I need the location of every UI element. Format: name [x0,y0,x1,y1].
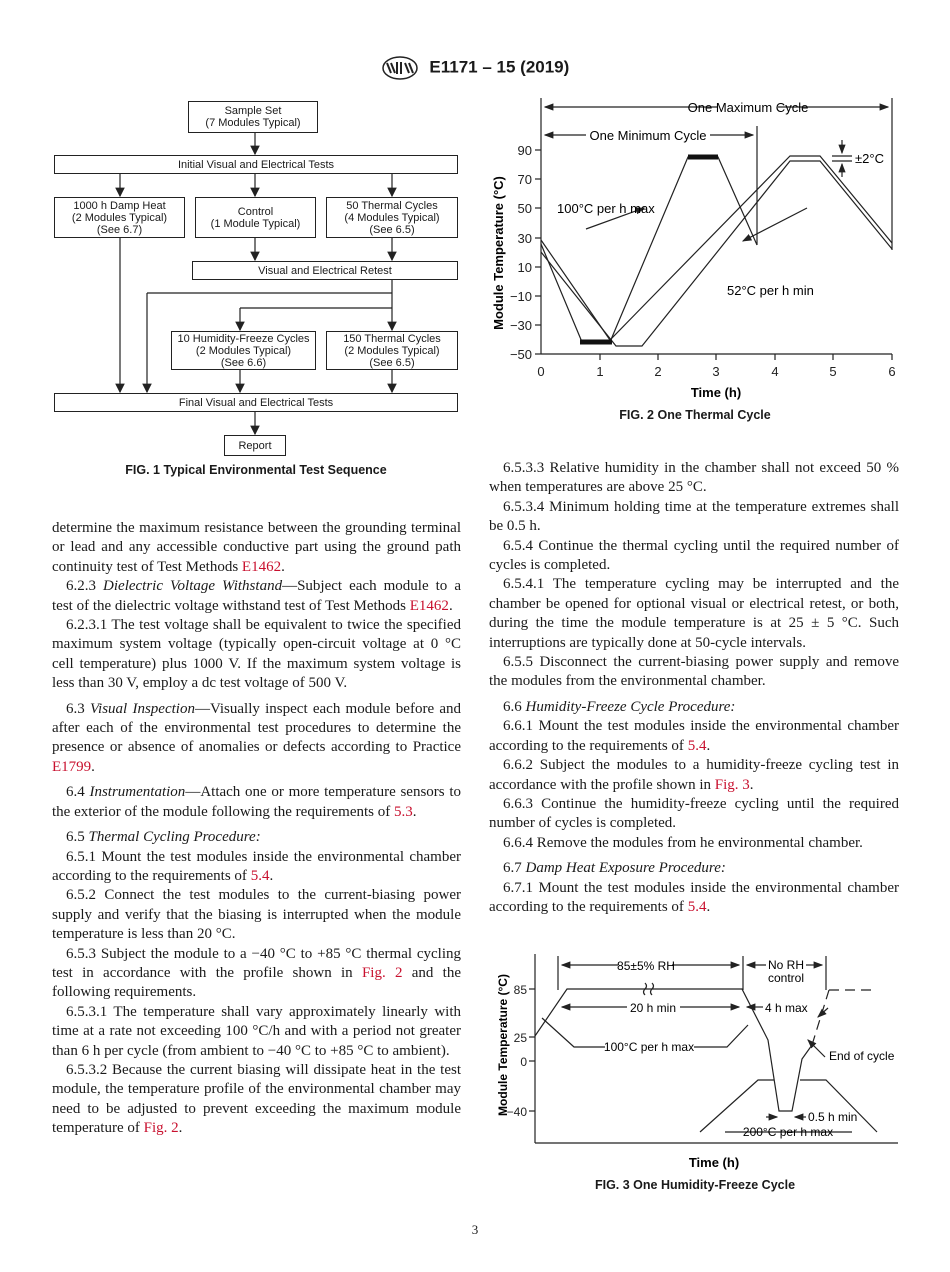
fig2-ytick: 10 [517,260,532,275]
paragraph: 6.5.1 Mount the test modules inside the environmental chamber according to the requirements of 5.4. [52,848,461,884]
fig2-caption: FIG. 2 One Thermal Cycle [619,408,771,422]
fig2-ytick: 90 [517,143,532,158]
paragraph: 6.5.3.4 Minimum holding time at the temperature extremes shall be 0.5 h. [489,498,899,535]
rate200-label: 200°C per h max [742,1125,834,1139]
rate100-label: 100°C per h max [603,1040,695,1054]
fig3-ytick: −40 [506,1105,527,1119]
ref-link[interactable]: 5.4 [250,867,270,884]
fig3-caption: FIG. 3 One Humidity-Freeze Cycle [594,1178,796,1192]
section-heading: 6.6 Humidity-Freeze Cycle Procedure: [503,698,736,715]
fig3-xlabel: Time (h) [688,1155,740,1170]
report-box: Report [224,435,286,456]
slow-rate-label: 52°C per h min [727,283,814,298]
fig2-ytick: 30 [517,231,532,246]
paragraph: 6.6.2 Subject the modules to a humidity-freeze cycling test in accordance with the profile shown in Fig. 3. [489,757,899,793]
max-cycle-label: One Maximum Cycle [687,100,809,115]
fig2-xtick: 0 [537,364,545,379]
paragraph: 6.2.3 Dielectric Voltage Withstand—Subject each module to a test of the dielectric voltage withstand test of Test Methods E1462. [52,578,461,614]
ref-link[interactable]: E1462 [241,558,282,575]
no-rh-label: control [767,971,805,985]
fast-rate-label: 100°C per h max [557,201,655,216]
ref-link[interactable]: E1799 [52,758,92,775]
fig2-ylabel: Module Temperature (°C) [491,176,506,330]
ref-link[interactable]: Fig. 2 [361,964,403,981]
fig1-caption: FIG. 1 Typical Environmental Test Sequence [125,463,387,477]
fig2-ytick: −30 [509,318,532,333]
ref-link[interactable]: Fig. 2 [143,1120,179,1137]
final-tests-box: Final Visual and Electrical Tests [54,393,458,412]
fig2-xtick: 3 [712,364,720,379]
fig2-xtick: 6 [888,364,896,379]
damp-heat-box: 1000 h Damp Heat (2 Modules Typical) (See 6.7) [54,197,185,238]
fig2-chart [486,92,916,400]
fig3-ylabel: Module Temperature (°C) [496,974,510,1116]
fig2-yticks [535,150,892,360]
tolerance-label: ±2°C [855,151,884,166]
standard-designation: E1171 – 15 (2019) [429,57,570,77]
min20-label: 20 h min [629,1001,677,1015]
paragraph: 6.5.4 Continue the thermal cycling until the required number of cycles is completed. [489,537,899,574]
fig2-ytick: −10 [509,289,532,304]
fig2-ytick: 70 [517,172,532,187]
paragraph: 6.5.2 Connect the test modules to the current-biasing power supply and verify that the biasing is interrupted when the module temperature is less than 20 °C. [52,887,461,943]
paragraph: 6.6.3 Continue the humidity-freeze cycling until the required number of cycles is completed. [489,795,899,832]
fig2-ytick: 50 [517,201,532,216]
no-rh-label: No RH [767,958,805,972]
paragraph: determine the maximum resistance between the grounding terminal or lead and any accessible conductive part using the ground path continuity test of Test Methods E1462. [52,520,461,575]
fig2-xtick: 2 [654,364,662,379]
fig2-xtick: 4 [771,364,779,379]
fig2-ytick: −50 [509,347,532,362]
paragraph: 6.5.3 Subject the module to a −40 °C to +85 °C thermal cycling test in accordance with the profile shown in Fig. 2 and the following requirements. [52,945,461,1001]
fig3-ytick: 85 [513,983,527,997]
paragraph: 6.4 Instrumentation—Attach one or more temperature sensors to the exterior of the module following the requirements of 5.3. [52,784,461,820]
left-column [52,519,461,1139]
h4max-label: 4 h max [765,1001,808,1015]
section-heading: 6.7 Damp Heat Exposure Procedure: [503,860,726,877]
thermal-50-box: 50 Thermal Cycles (4 Modules Typical) (See 6.5) [326,197,458,238]
sample-set-box: Sample Set (7 Modules Typical) [188,101,318,133]
paragraph: 6.5.3.1 The temperature shall vary approximately linearly with time at a rate not exceeding 100 °C/h and with a period not greater than 6 h per cycle (from ambient to −40 °C to +85 °C to ambient). [52,1003,461,1059]
paragraph: 6.5.3.3 Relative humidity in the chamber shall not exceed 50 % when temperatures are above 25 °C. [489,460,899,496]
page-number: 3 [471,1222,479,1237]
fig3-chart [486,950,916,1175]
ref-link[interactable]: 5.4 [687,898,707,915]
ref-link[interactable]: E1462 [409,597,449,614]
fig2-xtick: 1 [596,364,604,379]
fig2-xlabel: Time (h) [690,385,742,400]
paragraph: 6.7.1 Mount the test modules inside the environmental chamber according to the requirements of 5.4. [489,879,899,915]
min-cycle-label: One Minimum Cycle [589,128,707,143]
paragraph: 6.5.3.2 Because the current biasing will dissipate heat in the test module, the temperature profile of the environmental chamber may need to be adjusted to prevent exceeding the maximum module temperature of Fig. 2. [52,1061,461,1137]
retest-box: Visual and Electrical Retest [192,261,458,280]
ref-link[interactable]: 5.4 [687,737,707,754]
control-box: Control (1 Module Typical) [195,197,316,238]
fig3-ytick: 25 [513,1031,527,1045]
fig3-ytick: 0 [520,1055,527,1069]
rh-label: 85±5% RH [617,959,675,973]
right-column [489,459,899,917]
end-cycle-label: End of cycle [829,1049,895,1063]
paragraph: 6.3 Visual Inspection—Visually inspect each module before and after each of the environmental test procedures to determine the presence or absence of anomalies or defects according to Practice E1799. [52,700,461,775]
ref-link[interactable]: 5.3 [393,803,413,820]
paragraph: 6.6.1 Mount the test modules inside the environmental chamber according to the requirements of 5.4. [489,718,899,754]
initial-tests-box: Initial Visual and Electrical Tests [54,155,458,174]
paragraph: 6.5.4.1 The temperature cycling may be interrupted and the chamber be opened for optional visual or electrical retest, or both, during the time the module temperature is at 25 ± 5 °C. Such interruptions are typically done at 50-cycle intervals. [489,576,899,651]
thermal-150-box: 150 Thermal Cycles (2 Modules Typical) (See 6.5) [326,331,458,370]
fig2-xtick: 5 [829,364,837,379]
h05min-label: 0.5 h min [808,1110,858,1124]
paragraph: 6.2.3.1 The test voltage shall be equivalent to twice the specified maximum system voltage (typically open-circuit voltage at 0 °C cell temperature) plus 1000 V. If the maximum system voltage is less than 30 V, employ a dc test voltage of 500 V. [52,617,461,692]
paragraph: 6.5.5 Disconnect the current-biasing power supply and remove the modules from the environmental chamber. [489,654,899,690]
paragraph: 6.6.4 Remove the modules from he environmental chamber. [503,834,863,851]
section-heading: 6.5 Thermal Cycling Procedure: [66,829,261,846]
humidity-10-box: 10 Humidity-Freeze Cycles (2 Modules Typical) (See 6.6) [171,331,316,370]
ref-link[interactable]: Fig. 3 [714,776,750,793]
